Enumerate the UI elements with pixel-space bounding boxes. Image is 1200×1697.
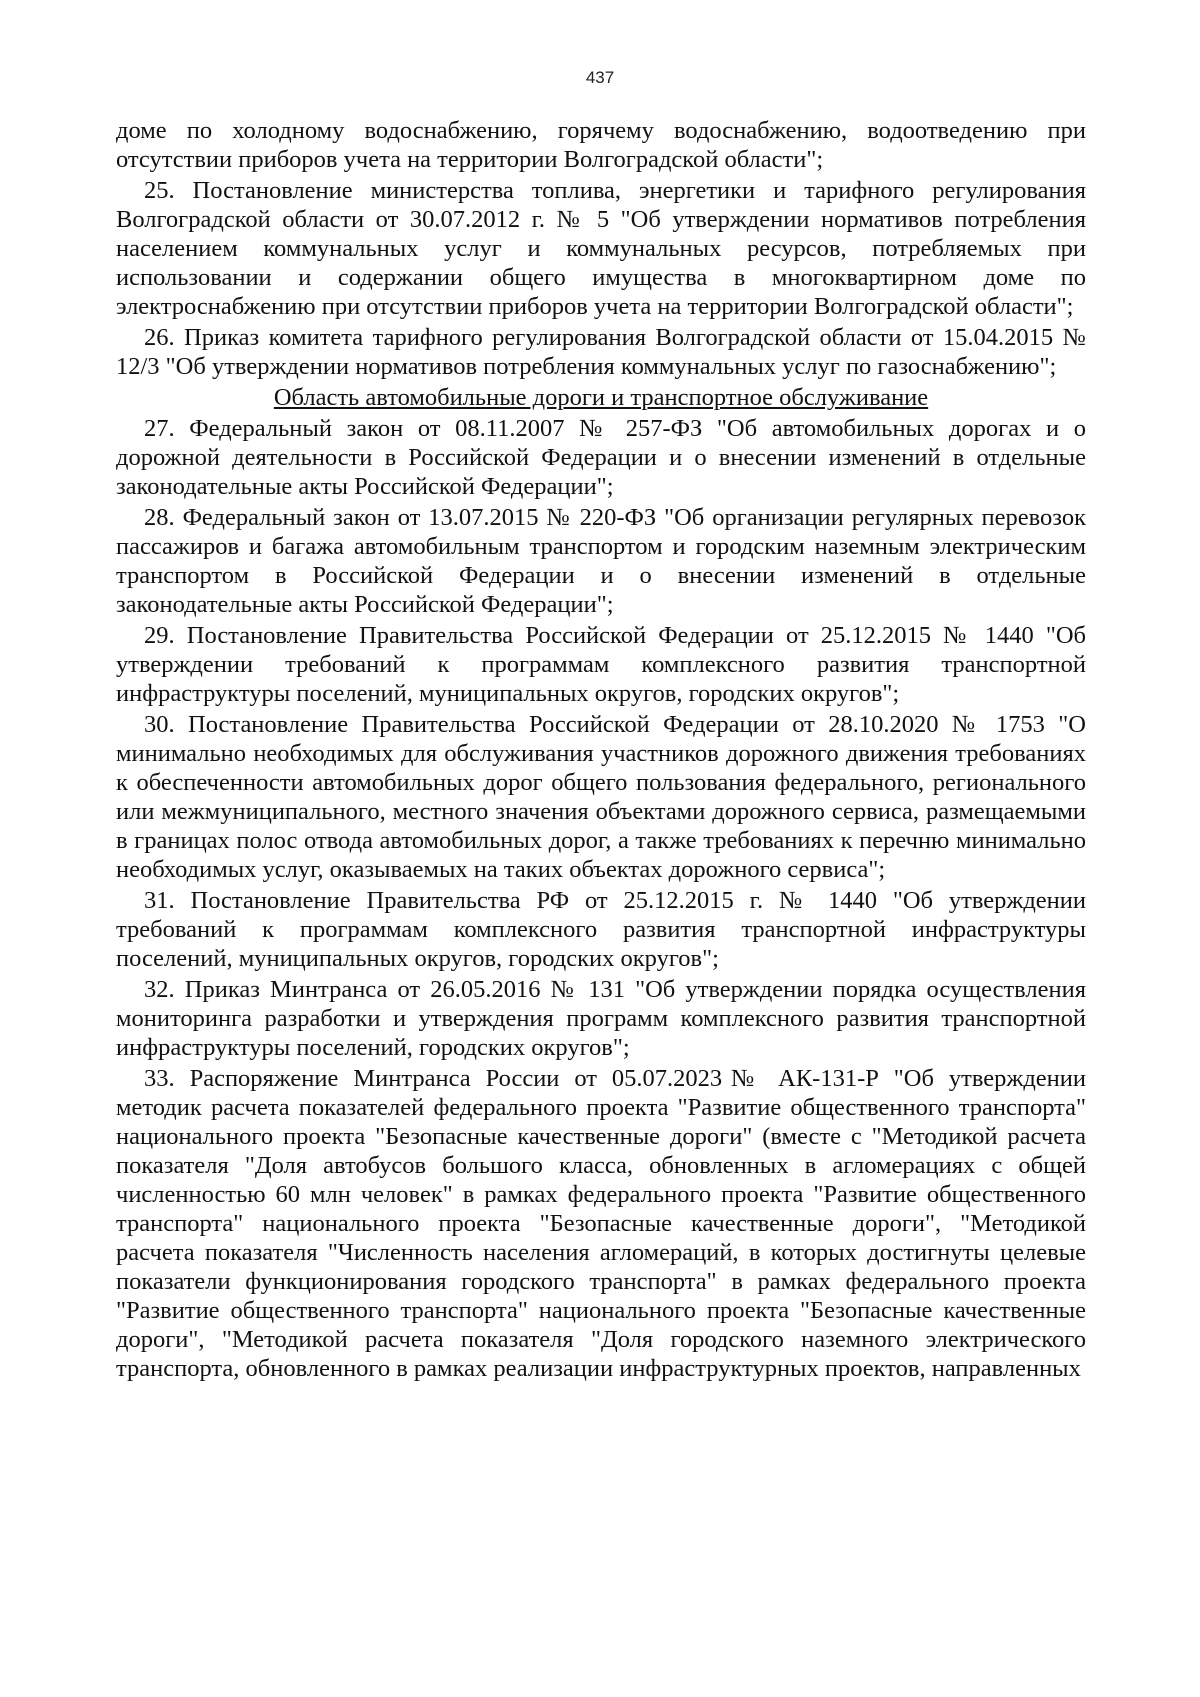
list-item-33: 33. Распоряжение Минтранса России от 05.07.2023№ АК-131-Р "Об утверждении методик расчета показателей федерального проекта "Развитие общественного транспорта" национального проекта "Безопасные качественные дороги" (вместе с "Методикой расчета показателя "Доля автобусов большого класса, обновленных в агломерациях с общей численностью 60 млн человек" в рамках федерального проекта "Развитие общественного транспорта" национального проекта "Безопасные качественные дороги", "Методикой расчета показателя "Численность населения агломераций, в которых достигнуты целевые показатели функционирования городского транспорта" в рамках федерального проекта "Развитие общественного транспорта" национального проекта "Безопасные качественные дороги", "Методикой расчета показателя "Доля городского наземного электрического транспорта, обновленного в рамках реализации инфраструктурных проектов, направленных bbox=[116, 1065, 1086, 1382]
list-item-31: 31. Постановление Правительства РФ от 25.12.2015 г. № 1440 "Об утверждении требований к программам комплексного развития транспортной инфраструктуры поселений, муниципальных округов, городских округов"; bbox=[116, 887, 1086, 972]
section-heading: Область автомобильные дороги и транспортное обслуживание bbox=[273, 384, 929, 411]
list-item-30: 30. Постановление Правительства Российской Федерации от 28.10.2020 № 1753 "О минимально необходимых для обслуживания участников дорожного движения требованиях к обеспеченности автомобильных дорог общего пользования федерального, регионального или межмуниципального, местного значения объектами дорожного сервиса, размещаемыми в границах полос отвода автомобильных дорог, а также требованиях к перечню минимально необходимых услуг, оказываемых на таких объектах дорожного сервиса"; bbox=[116, 711, 1086, 883]
list-item-28: 28. Федеральный закон от 13.07.2015 № 220-ФЗ "Об организации регулярных перевозок пассажиров и багажа автомобильным транспортом и городским наземным электрическим транспортом в Российской Федерации и о внесении изменений в отдельные законодательные акты Российской Федерации"; bbox=[116, 504, 1086, 618]
document-body bbox=[116, 116, 1086, 1385]
paragraph-continuation: доме по холодному водоснабжению, горячему водоснабжению, водоотведению при отсутствии приборов учета на территории Волгоградской области"; bbox=[116, 117, 1086, 173]
list-item-27: 27. Федеральный закон от 08.11.2007 № 257-ФЗ "Об автомобильных дорогах и о дорожной деятельности в Российской Федерации и о внесении изменений в отдельные законодательные акты Российской Федерации"; bbox=[116, 415, 1086, 500]
list-item-29: 29. Постановление Правительства Российской Федерации от 25.12.2015 № 1440 "Об утверждении требований к программам комплексного развития транспортной инфраструктуры поселений, муниципальных округов, городских округов"; bbox=[116, 622, 1086, 707]
list-item-25: 25. Постановление министерства топлива, энергетики и тарифного регулирования Волгоградской области от 30.07.2012 г. № 5 "Об утверждении нормативов потребления населением коммунальных услуг и коммунальных ресурсов, потребляемых при использовании и содержании общего имущества в многоквартирном доме по электроснабжению при отсутствии приборов учета на территории Волгоградской области"; bbox=[116, 177, 1086, 320]
page-number: 437 bbox=[585, 68, 615, 87]
list-item-26: 26. Приказ комитета тарифного регулирования Волгоградской области от 15.04.2015 № 12/3 "Об утверждении нормативов потребления коммунальных услуг по газоснабжению"; bbox=[116, 324, 1086, 380]
list-item-32: 32. Приказ Минтранса от 26.05.2016 № 131 "Об утверждении порядка осуществления мониторинга разработки и утверждения программ комплексного развития транспортной инфраструктуры поселений, городских округов"; bbox=[116, 976, 1086, 1061]
